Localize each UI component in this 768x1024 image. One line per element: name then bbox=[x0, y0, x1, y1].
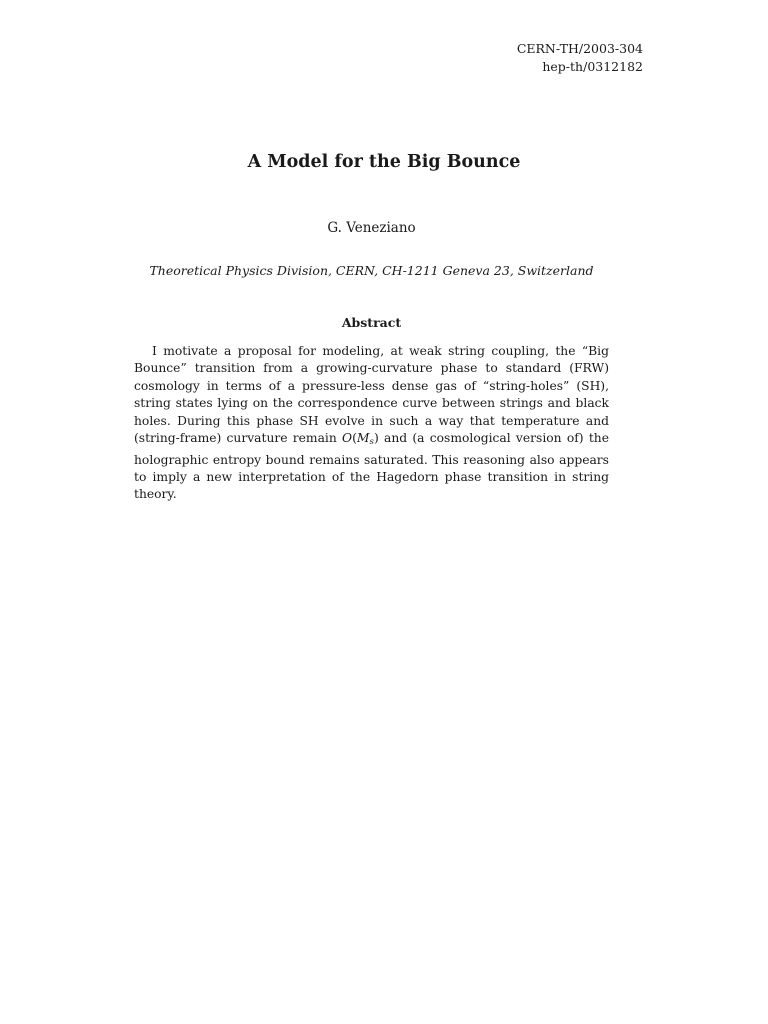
author-affiliation: Theoretical Physics Division, CERN, CH-1211 Geneva 23, Switzerland bbox=[149, 263, 594, 278]
abstract-heading: Abstract bbox=[341, 315, 402, 330]
abstract-text-part-1: I motivate a proposal for modeling, at weak string coupling, the “Big Bounce” transition from a growing-curvature phase to standard (FRW) cosmology in terms of a pressure-less dense gas of “string-holes” (SH), string states lying on the correspondence curve between strings and black holes. During this phase SH evolve in such a way that temperature and (string-frame) curvature remain bbox=[134, 344, 609, 446]
abstract-body bbox=[134, 343, 609, 504]
author-name: G. Veneziano bbox=[327, 220, 416, 236]
abstract-text-part-2: and (a cosmological version of) the holographic entropy bound remains saturated. This reasoning also appears to imply a new interpretation of the Hagedorn phase transition in string theory. bbox=[134, 431, 609, 502]
math-subscript-s: s bbox=[369, 437, 374, 448]
report-number-arxiv: hep-th/0312182 bbox=[542, 59, 643, 74]
report-numbers bbox=[517, 40, 643, 76]
report-number-cern: CERN-TH/2003-304 bbox=[516, 41, 643, 56]
abstract-math-expression bbox=[342, 431, 379, 448]
paper-title: A Model for the Big Bounce bbox=[247, 152, 521, 172]
math-close-paren: ) bbox=[373, 431, 379, 446]
math-symbol-m: M bbox=[356, 431, 370, 446]
math-open-paren: ( bbox=[352, 431, 357, 446]
math-symbol-o: O bbox=[342, 431, 353, 446]
